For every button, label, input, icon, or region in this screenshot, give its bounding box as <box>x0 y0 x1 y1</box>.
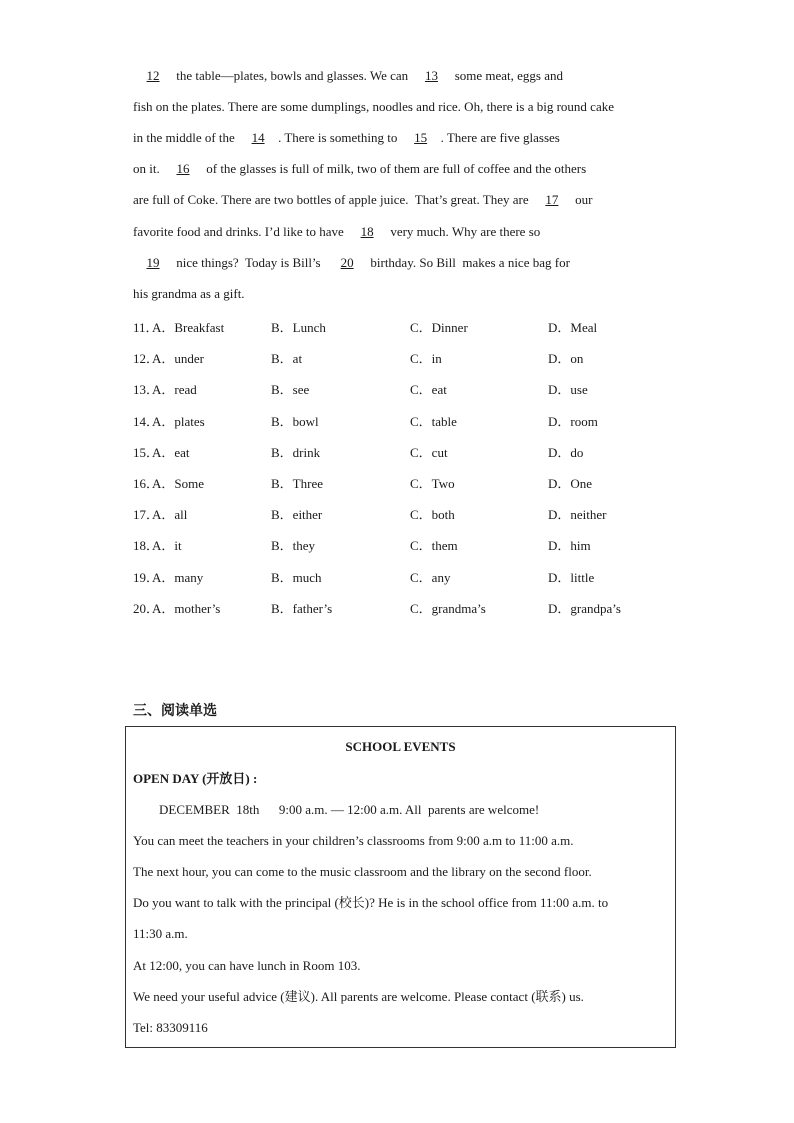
question-number: 15． <box>133 444 160 460</box>
option-c[interactable]: C．in <box>410 351 442 367</box>
option-c[interactable]: C．both <box>410 507 455 523</box>
option-a[interactable]: A．Some <box>152 475 205 491</box>
answer-blank: 14 <box>251 130 265 145</box>
notice-line: 11:30 a.m. <box>133 926 188 941</box>
notice-box <box>125 726 676 1048</box>
notice-line: Tel: 83309116 <box>133 1020 208 1035</box>
question-number: 13． <box>133 382 160 398</box>
option-b[interactable]: B．they <box>271 538 316 554</box>
passage-line <box>133 159 586 179</box>
passage-text: of the glasses is full of milk, two of them are full of coffee and the others <box>202 161 587 176</box>
option-b[interactable]: B．see <box>271 382 310 398</box>
option-a[interactable]: A．under <box>152 351 204 367</box>
passage-line <box>133 253 570 273</box>
passage-text: . There are five glasses <box>440 130 560 145</box>
notice-line: We need your useful advice (建议). All parents are welcome. Please contact (联系) us. <box>133 989 584 1004</box>
question-number: 16． <box>133 475 160 491</box>
question-number: 11． <box>133 320 159 335</box>
answer-blank: 16 <box>176 161 190 176</box>
option-d[interactable]: D．neither <box>548 507 607 523</box>
passage-text: some meat, eggs and <box>451 68 563 83</box>
option-d[interactable]: D．little <box>548 569 595 585</box>
option-row <box>133 501 673 532</box>
passage-text: our <box>571 192 593 207</box>
answer-blank: 18 <box>360 224 374 239</box>
option-a[interactable]: A．read <box>152 382 197 398</box>
passage-text: birthday. So Bill makes a nice bag for <box>367 255 570 270</box>
passage-text: in the middle of the <box>133 130 239 145</box>
passage-text: fish on the plates. There are some dumplings, noodles and rice. Oh, there is a big round cake <box>133 99 614 114</box>
option-d[interactable]: D．One <box>548 475 593 491</box>
option-row <box>133 564 673 595</box>
passage-text: . There is something to <box>278 130 401 145</box>
passage-text: his grandma as a gift. <box>133 286 245 301</box>
notice-line: You can meet the teachers in your children’s classrooms from 9:00 a.m to 11:00 a.m. <box>133 833 574 848</box>
question-number: 18． <box>133 538 160 554</box>
passage-text: very much. Why are there so <box>387 224 541 239</box>
option-c[interactable]: C．eat <box>410 382 447 398</box>
option-a[interactable]: A．Breakfast <box>152 320 225 335</box>
option-c[interactable]: C．table <box>410 413 457 429</box>
option-c[interactable]: C．cut <box>410 444 448 460</box>
option-d[interactable]: D．room <box>548 413 598 429</box>
option-d[interactable]: D．Meal <box>548 320 598 335</box>
option-row <box>133 314 673 345</box>
passage-text: favorite food and drinks. I’d like to have <box>133 224 348 239</box>
passage-line <box>133 284 245 304</box>
question-number: 12． <box>133 351 160 367</box>
passage-text: on it. <box>133 161 163 176</box>
answer-blank: 17 <box>545 192 559 207</box>
option-row <box>133 408 673 439</box>
option-d[interactable]: D．use <box>548 382 588 398</box>
option-a[interactable]: A．it <box>152 538 182 554</box>
option-b[interactable]: B．Three <box>271 475 323 491</box>
passage-line <box>133 66 563 86</box>
passage-line <box>133 222 540 242</box>
option-a[interactable]: A．plates <box>152 413 205 429</box>
option-row <box>133 595 673 626</box>
answer-blank: 20 <box>340 255 354 270</box>
option-b[interactable]: B．bowl <box>271 413 319 429</box>
option-b[interactable]: B．Lunch <box>271 320 326 335</box>
notice-line: DECEMBER 18th 9:00 a.m. — 12:00 a.m. All parents are welcome! <box>133 802 540 817</box>
option-a[interactable]: A．mother’s <box>152 600 221 616</box>
option-a[interactable]: A．all <box>152 507 188 523</box>
passage-line <box>133 97 614 117</box>
answer-blank: 19 <box>146 255 160 270</box>
notice-heading: OPEN DAY (开放日) : <box>133 771 258 786</box>
answer-options <box>133 314 673 626</box>
option-d[interactable]: D．on <box>548 351 584 367</box>
passage-text: nice things? Today is Bill’s <box>173 255 328 270</box>
answer-blank: 13 <box>424 68 438 83</box>
option-d[interactable]: D．do <box>548 444 584 460</box>
option-d[interactable]: D．grandpa’s <box>548 600 621 616</box>
option-a[interactable]: A．many <box>152 569 204 585</box>
question-number: 14． <box>133 413 160 429</box>
notice-line: At 12:00, you can have lunch in Room 103. <box>133 958 361 973</box>
passage-text: are full of Coke. There are two bottles of apple juice. That’s great. They are <box>133 192 532 207</box>
question-number: 19． <box>133 569 160 585</box>
option-b[interactable]: B．drink <box>271 444 321 460</box>
option-row <box>133 470 673 501</box>
answer-blank: 15 <box>414 130 428 145</box>
option-b[interactable]: B．either <box>271 507 323 523</box>
section-title: 三、阅读单选 <box>133 703 217 719</box>
question-number: 17． <box>133 507 160 523</box>
option-b[interactable]: B．much <box>271 569 322 585</box>
option-c[interactable]: C．grandma’s <box>410 600 486 616</box>
passage-line <box>133 190 592 210</box>
answer-blank: 12 <box>146 68 160 83</box>
option-row <box>133 532 673 563</box>
question-number: 20． <box>133 600 160 616</box>
option-row <box>133 345 673 376</box>
option-c[interactable]: C．Dinner <box>410 320 468 335</box>
option-row <box>133 439 673 470</box>
option-c[interactable]: C．Two <box>410 475 455 491</box>
option-c[interactable]: C．them <box>410 538 458 554</box>
passage-line <box>133 128 560 148</box>
option-a[interactable]: A．eat <box>152 444 190 460</box>
notice-title: SCHOOL EVENTS <box>345 739 456 754</box>
option-row <box>133 376 673 407</box>
notice-line: The next hour, you can come to the music classroom and the library on the second floor. <box>133 864 592 879</box>
option-b[interactable]: B．at <box>271 351 303 367</box>
passage-text: the table—plates, bowls and glasses. We can <box>173 68 412 83</box>
option-d[interactable]: D．him <box>548 538 591 554</box>
option-b[interactable]: B．father’s <box>271 600 333 616</box>
option-c[interactable]: C．any <box>410 569 451 585</box>
notice-line: Do you want to talk with the principal (校长)? He is in the school office from 11:00 a.m. to <box>133 895 609 910</box>
